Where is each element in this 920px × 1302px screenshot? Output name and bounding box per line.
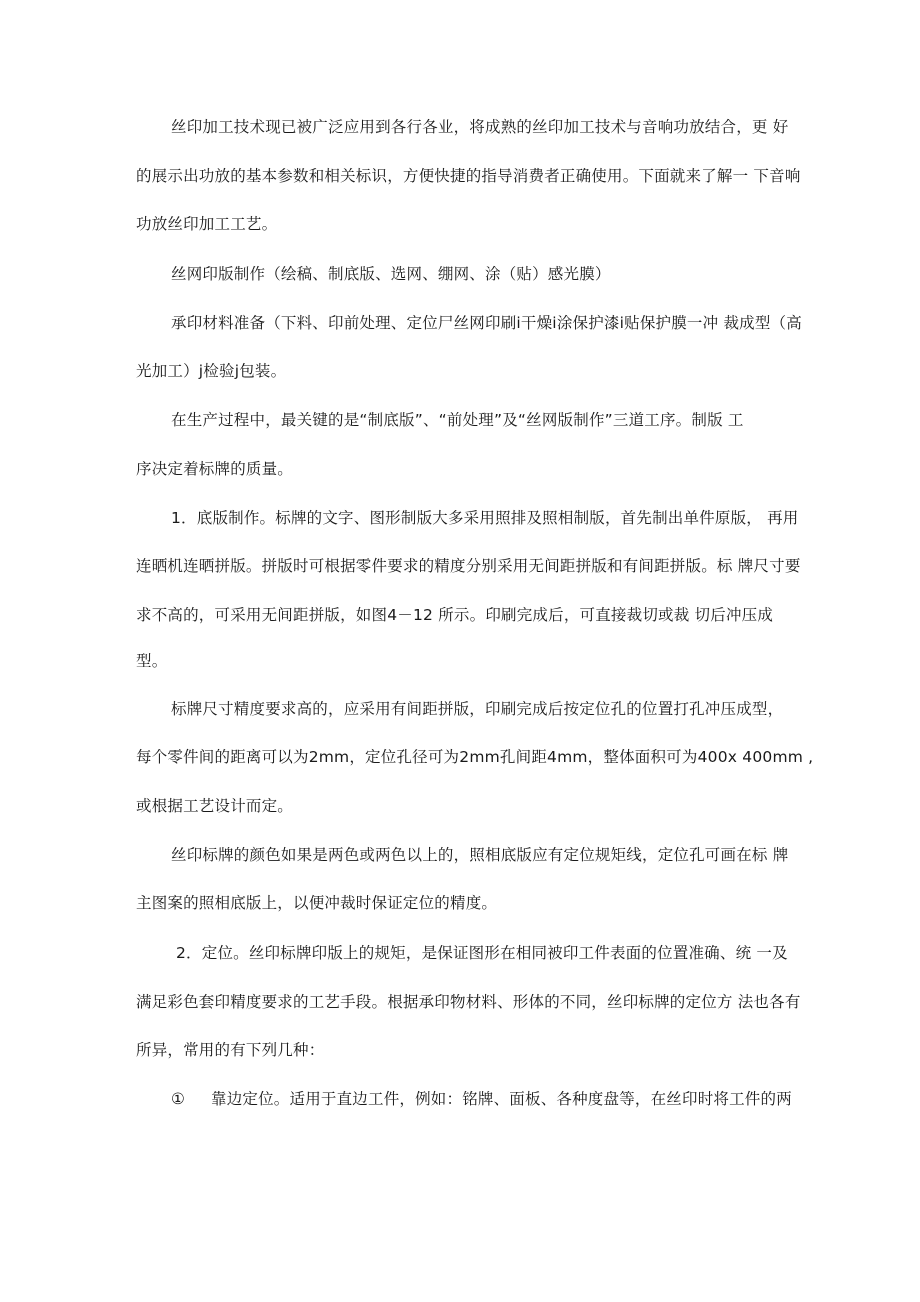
paragraph-6-line-1: 标牌尺寸精度要求高的，应采用有间距拼版，印刷完成后按定位孔的位置打孔冲压成型， [171,700,784,718]
paragraph-4-line-2: 序决定着标牌的质量。 [136,460,294,478]
paragraph-1-line-1: 丝印加工技术现已被广泛应用到各行各业，将成熟的丝印加工技术与音响功放结合，更 好 [171,118,789,136]
paragraph-6-line-3: 或根据工艺设计而定。 [136,797,294,815]
paragraph-4-line-1: 在生产过程中，最关键的是“制底版”、“前处理”及“丝网版制作”三道工序。制版 工 [171,411,744,429]
paragraph-6-line-2: 每个零件间的距离可以为2mm，定位孔径可为2mm孔间距4mm，整体面积可为400x 400mm , [136,748,814,766]
paragraph-7-line-1: 丝印标牌的颜色如果是两色或两色以上的，照相底版应有定位规矩线，定位孔可画在标 牌 [171,846,789,864]
paragraph-3-line-2: 光加工）j检验j包装。 [136,362,287,380]
paragraph-1-line-3: 功放丝印加工工艺。 [136,215,278,233]
list-marker-1: ① [171,1090,185,1108]
paragraph-8-line-3: 所异，常用的有下列几种： [136,1041,325,1059]
paragraph-5-line-3: 求不高的，可采用无间距拼版，如图4－12 所示。印刷完成后，可直接裁切或裁 切后冲压成 [136,606,774,624]
paragraph-5-line-2: 连晒机连晒拼版。拼版时可根据零件要求的精度分别采用无间距拼版和有间距拼版。标 牌尺寸要 [136,557,801,575]
paragraph-1-line-2: 的展示出功放的基本参数和相关标识，方便快捷的指导消费者正确使用。下面就来了解一 下音响 [136,167,801,185]
paragraph-5-line-1: 1．底版制作。标牌的文字、图形制版大多采用照排及照相制版，首先制出单件原版， 再用 [171,509,799,527]
paragraph-9-line-1: 靠边定位。适用于直边工件，例如：铭牌、面板、各种度盘等，在丝印时将工件的两 [211,1090,792,1108]
paragraph-7-line-2: 主图案的照相底版上，以便冲裁时保证定位的精度。 [136,894,498,912]
paragraph-8-line-2: 满足彩色套印精度要求的工艺手段。根据承印物材料、形体的不同，丝印标牌的定位方 法也各有 [136,993,801,1011]
paragraph-2-line-1: 丝网印版制作（绘稿、制底版、选网、绷网、涂（贴）感光膜） [171,265,611,283]
paragraph-5-line-4: 型。 [136,652,168,670]
paragraph-3-line-1: 承印材料准备（下料、印前处理、定位尸丝网印刷i干燥i涂保护漆i贴保护膜一冲 裁成型（高 [171,314,802,332]
paragraph-8-line-1: 2．定位。丝印标牌印版上的规矩，是保证图形在相同被印工件表面的位置准确、统 一及 [176,944,788,962]
